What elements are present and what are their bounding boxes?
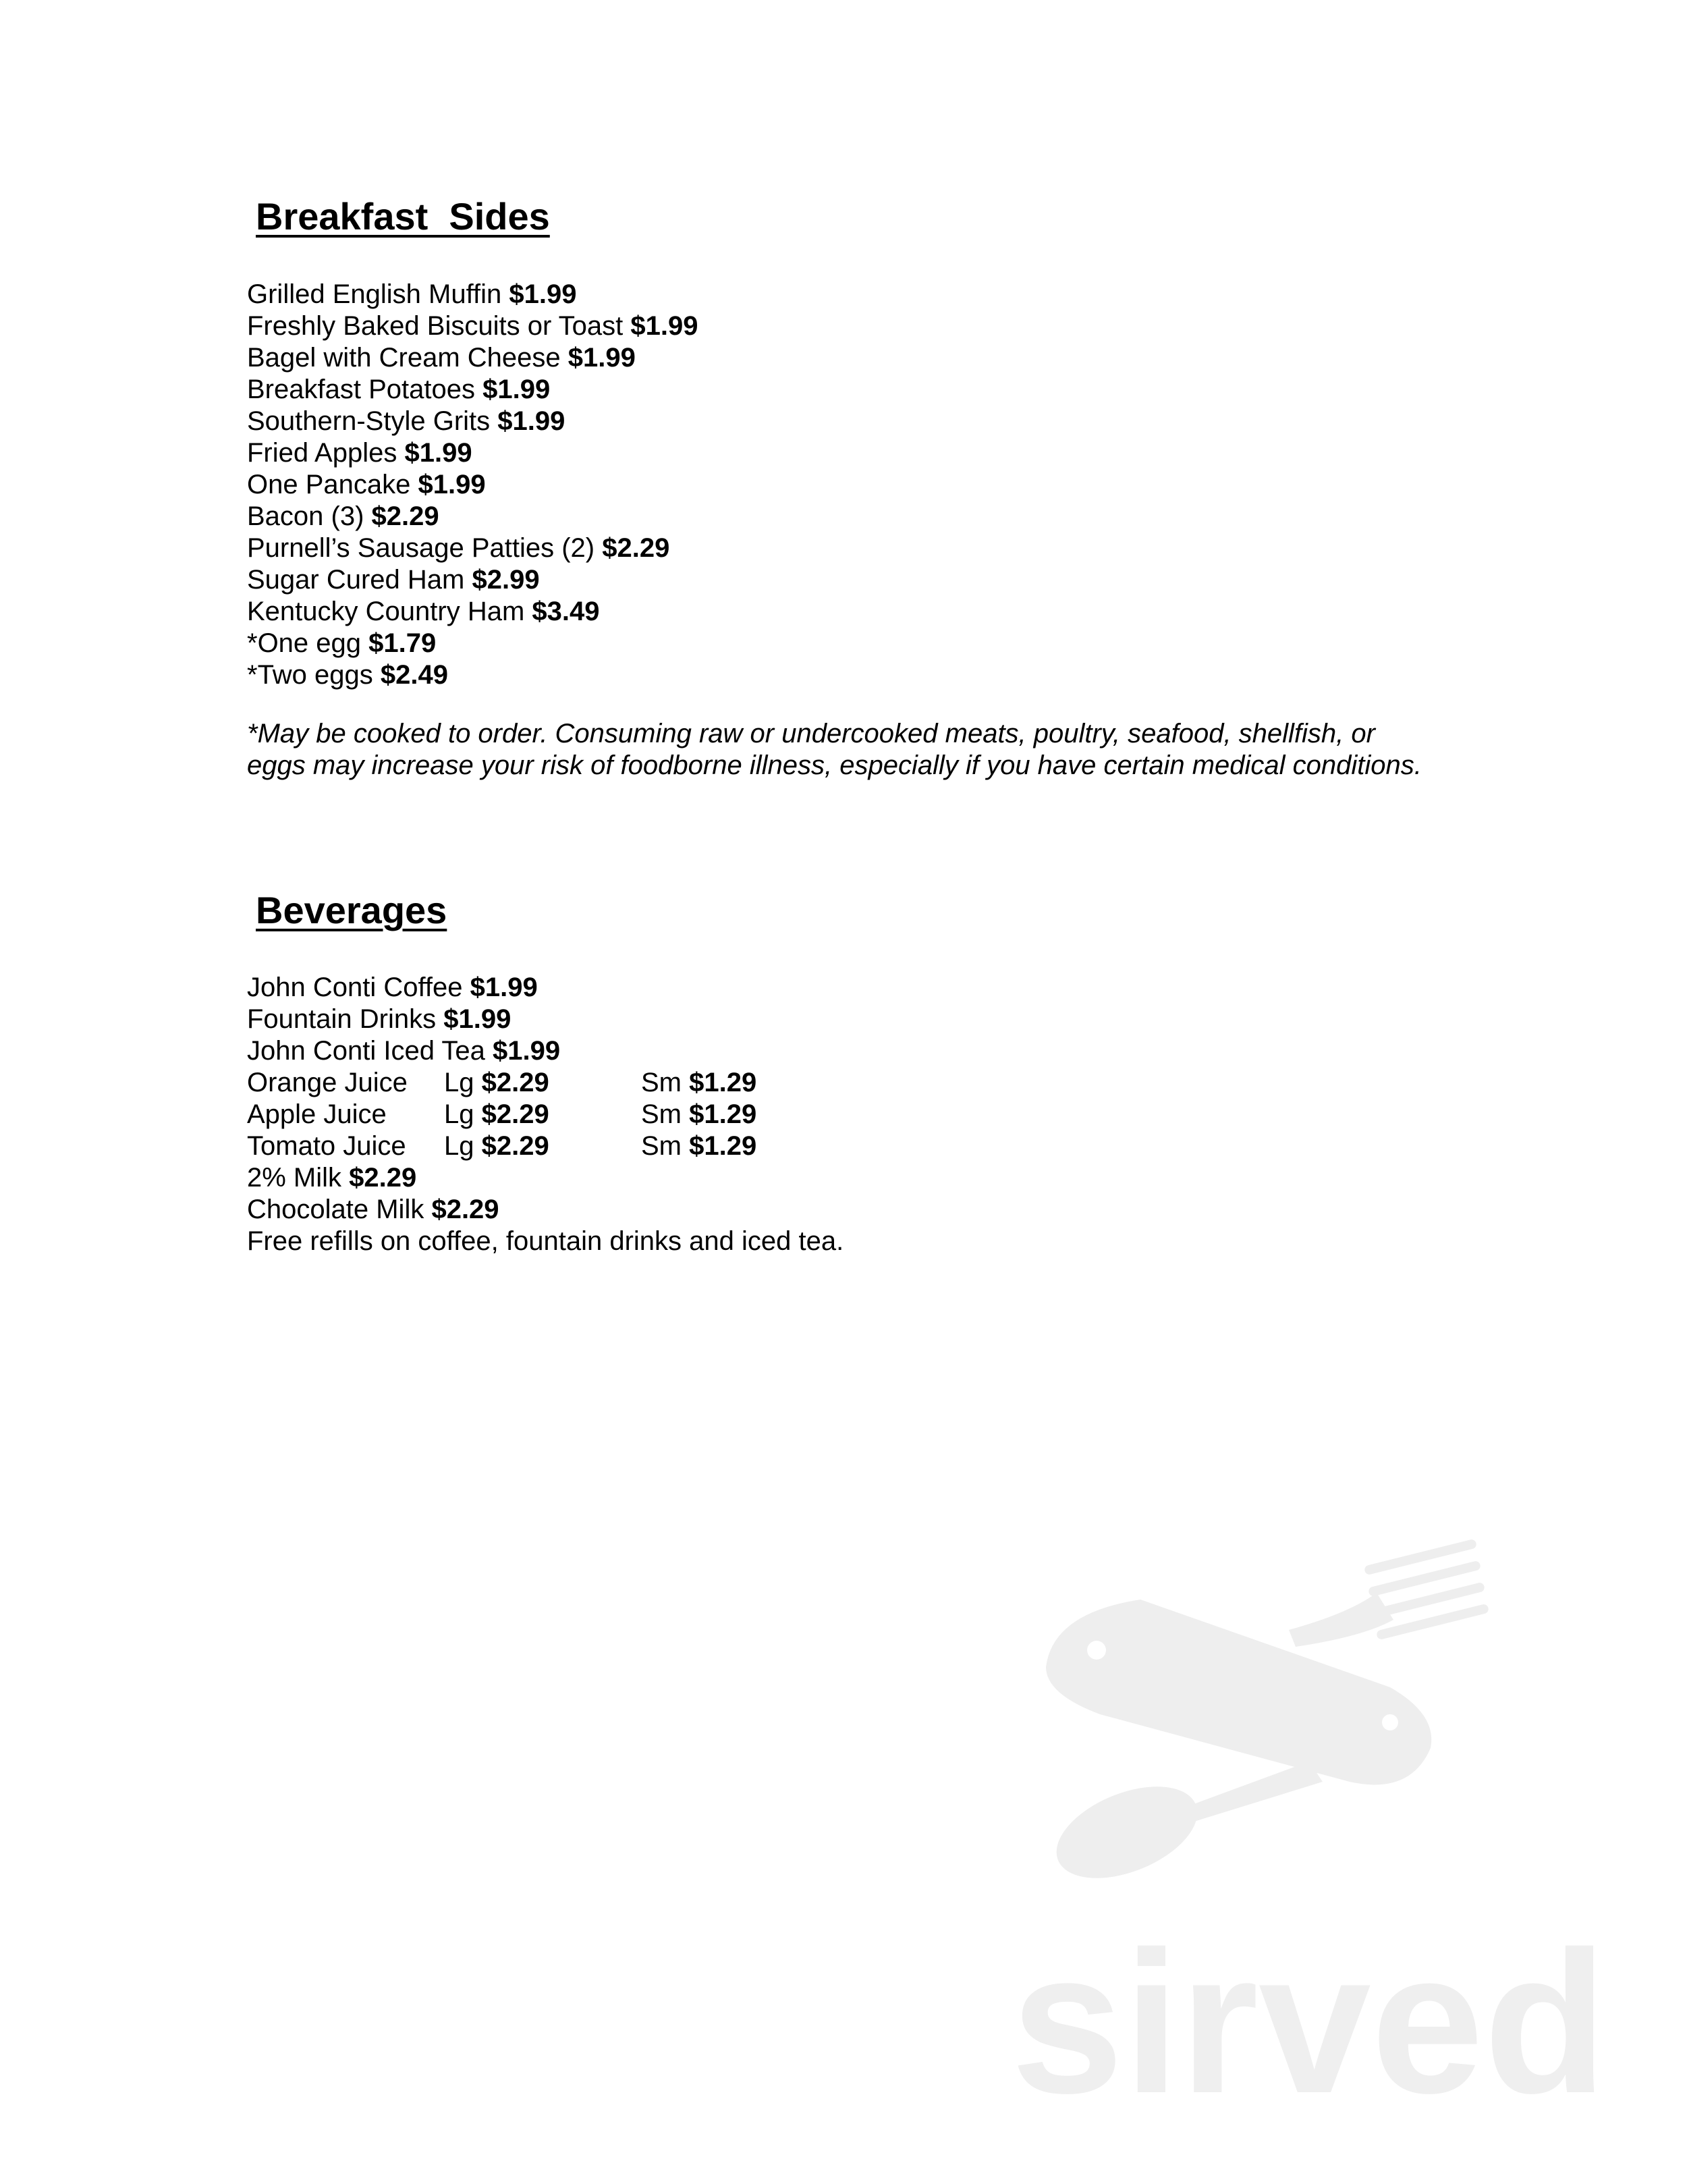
list-item: 2% Milk $2.29 (247, 1163, 417, 1193)
beverages-heading: Beverages (256, 889, 447, 931)
fork-knife-spoon-icon (972, 1512, 1647, 2106)
list-item: Sugar Cured Ham $2.99 (247, 565, 540, 595)
sirved-watermark (972, 1512, 1647, 2106)
list-item: Bacon (3) $2.29 (247, 501, 439, 531)
list-item: Grilled English Muffin $1.99 (247, 279, 577, 309)
sirved-wordmark: sirved (1011, 1909, 1607, 2106)
list-item: Southern-Style Grits $1.99 (247, 406, 565, 436)
juice-row: Orange Juice Lg $2.29 Sm $1.29 (247, 1068, 757, 1097)
breakfast-sides-list (247, 279, 698, 691)
juice-row: Tomato Juice Lg $2.29 Sm $1.29 (247, 1131, 757, 1161)
list-item: Breakfast Potatoes $1.99 (247, 375, 551, 404)
list-item: Freshly Baked Biscuits or Toast $1.99 (247, 311, 698, 341)
list-item: Purnell’s Sausage Patties (2) $2.29 (247, 533, 670, 563)
beverages-list (247, 972, 844, 1257)
juice-row: Apple Juice Lg $2.29 Sm $1.29 (247, 1099, 757, 1129)
breakfast-sides-heading: Breakfast Sides (256, 195, 550, 238)
list-item: Kentucky Country Ham $3.49 (247, 597, 600, 626)
list-item: John Conti Iced Tea $1.99 (247, 1036, 561, 1066)
list-item: *Two eggs $2.49 (247, 660, 449, 690)
list-item: Fountain Drinks $1.99 (247, 1004, 511, 1034)
list-item: Bagel with Cream Cheese $1.99 (247, 343, 636, 373)
food-safety-disclaimer: *May be cooked to order. Consuming raw or undercooked meats, poultry, seafood, shellfish, or eggs may increase your risk of foodborne illness, especially if you have certain medical conditions. (247, 719, 1422, 780)
refill-note: Free refills on coffee, fountain drinks and iced tea. (247, 1226, 844, 1256)
list-item: Fried Apples $1.99 (247, 438, 472, 468)
list-item: One Pancake $1.99 (247, 470, 486, 499)
list-item: Chocolate Milk $2.29 (247, 1195, 499, 1224)
list-item: *One egg $1.79 (247, 628, 437, 658)
list-item: John Conti Coffee $1.99 (247, 973, 538, 1002)
